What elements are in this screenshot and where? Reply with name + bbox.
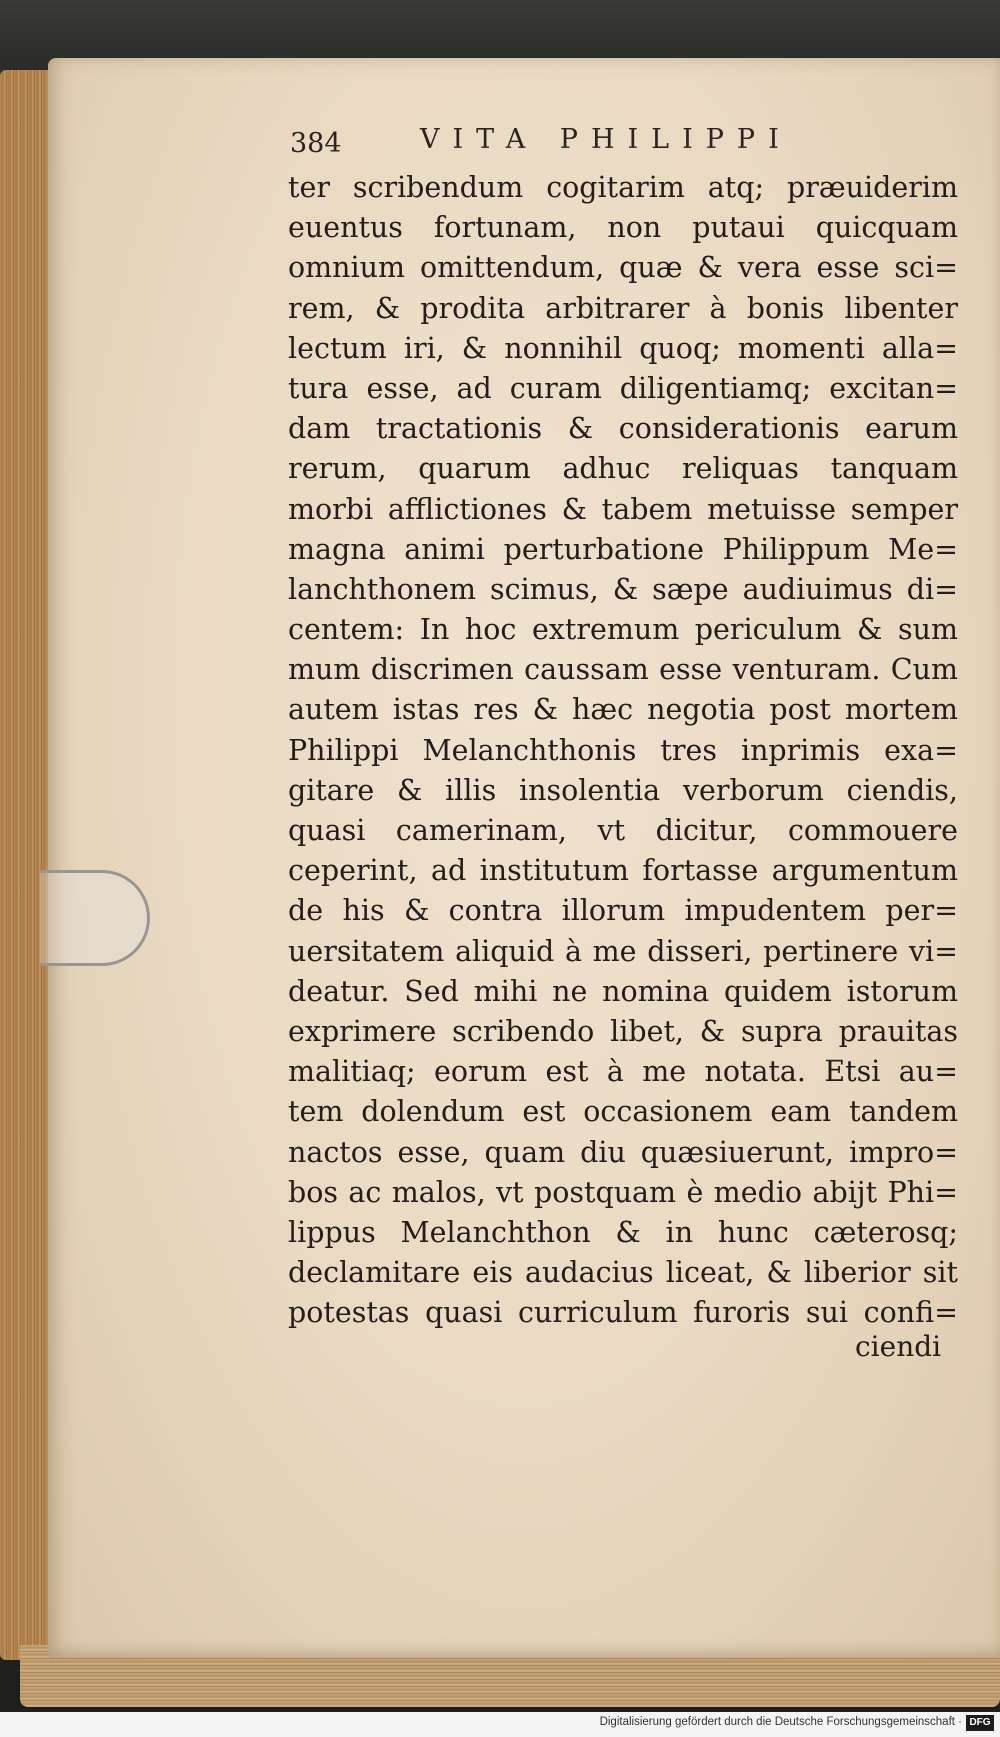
- text-line: euentus fortunam, non putaui quicquam: [288, 211, 958, 245]
- paper-clip: [40, 870, 150, 966]
- text-line: gitare & illis insolentia verborum ciendis,: [288, 773, 958, 807]
- text-line: potestas quasi curriculum furoris sui confi=: [288, 1296, 958, 1330]
- text-line: nactos esse, quam diu quæsiuerunt, impro=: [288, 1135, 958, 1169]
- running-head: VITA PHILIPPI: [420, 124, 792, 155]
- text-line: deatur. Sed mihi ne nomina quidem istorum: [288, 974, 958, 1008]
- text-line: exprimere scribendo libet, & supra prauitas: [288, 1014, 958, 1048]
- text-line: Philippi Melanchthonis tres inprimis exa=: [288, 733, 958, 767]
- text-line: morbi afflictiones & tabem metuisse semper: [288, 492, 958, 526]
- text-line: ceperint, ad institutum fortasse argumentum: [288, 854, 958, 888]
- text-line: bos ac malos, vt postquam è medio abijt Phi=: [288, 1175, 958, 1209]
- catchword: ciendi: [855, 1330, 942, 1363]
- text-line: tem dolendum est occasionem eam tandem: [288, 1095, 958, 1129]
- text-line: declamitare eis audacius liceat, & liberior sit: [288, 1256, 958, 1290]
- text-line: malitiaq; eorum est à me notata. Etsi au=: [288, 1055, 958, 1089]
- dfg-logo-icon: DFG: [966, 1715, 994, 1731]
- text-line: quasi camerinam, vt dicitur, commouere: [288, 814, 958, 847]
- text-line: dam tractationis & considerationis earum: [288, 412, 958, 446]
- funding-credit: Digitalisierung gefördert durch die Deutsche Forschungsgemeinschaft ·: [599, 1716, 962, 1728]
- text-line: rem, & prodita arbitrarer à bonis libenter: [288, 291, 958, 325]
- text-line: de his & contra illorum impudentem per=: [288, 894, 958, 928]
- page-number: 384: [290, 128, 342, 159]
- text-line: rerum, quarum adhuc reliquas tanquam: [288, 452, 958, 486]
- text-line: mum discrimen caussam esse venturam. Cum: [288, 653, 958, 687]
- text-line: omnium omittendum, quæ & vera esse sci=: [288, 251, 958, 285]
- text-line: magna animi perturbatione Philippum Me=: [288, 532, 958, 566]
- text-line: lippus Melanchthon & in hunc cæterosq;: [288, 1215, 958, 1249]
- text-line: ter scribendum cogitarim atq; præuiderim: [288, 171, 958, 204]
- text-line: lectum iri, & nonnihil quoq; momenti alla=: [288, 331, 958, 365]
- text-line: tura esse, ad curam diligentiamq; excitan=: [288, 371, 958, 405]
- text-line: centem: In hoc extremum periculum & sum: [288, 613, 958, 647]
- text-line: uersitatem aliquid à me disseri, pertinere vi=: [288, 934, 958, 968]
- body-text: [288, 168, 958, 1333]
- text-line: autem istas res & hæc negotia post mortem: [288, 693, 958, 727]
- text-line: lanchthonem scimus, & sæpe audiuimus di=: [288, 572, 958, 606]
